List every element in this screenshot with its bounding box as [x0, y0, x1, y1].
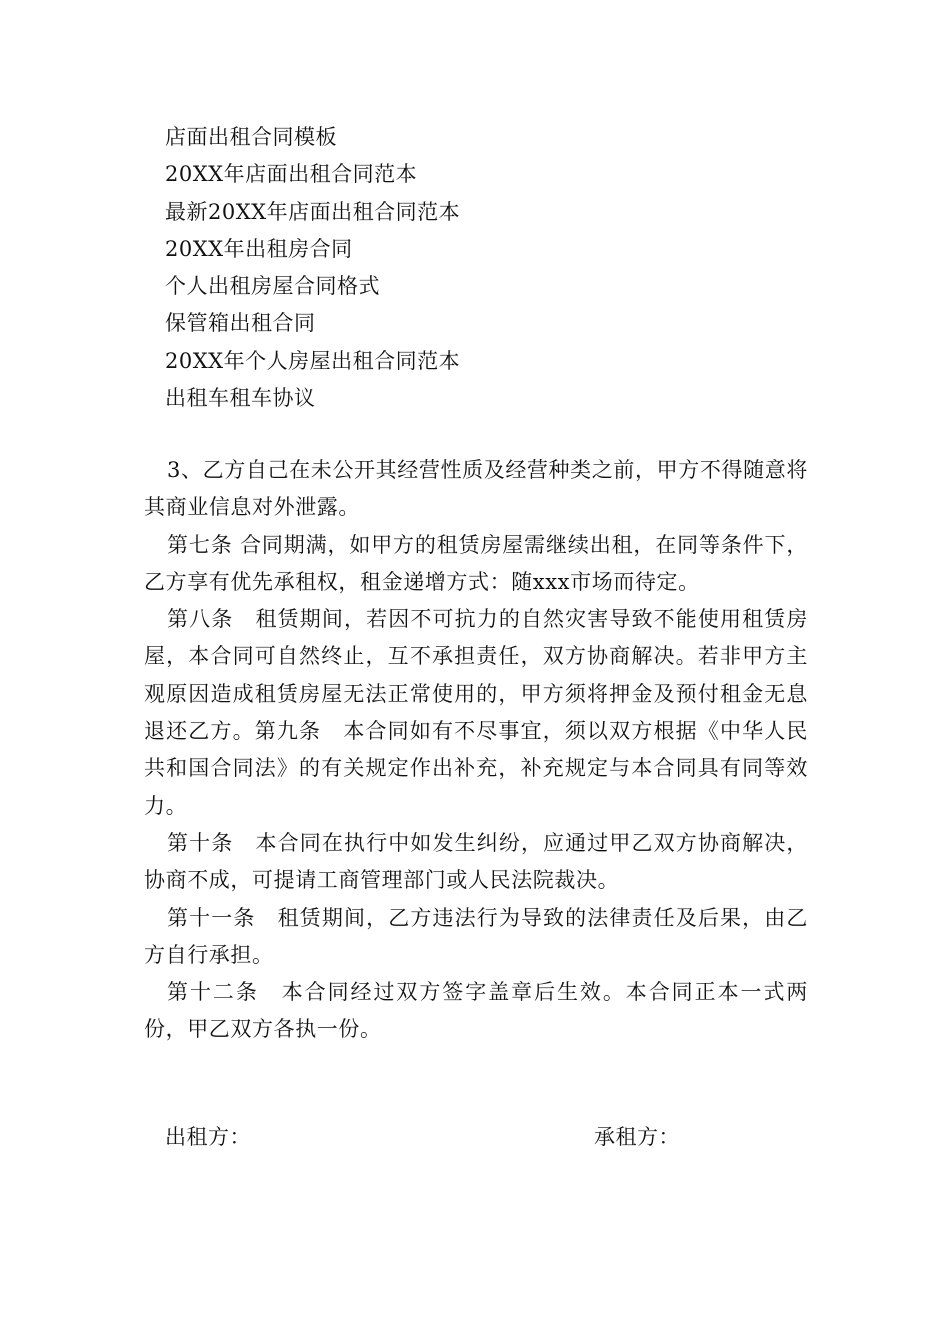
related-link[interactable]: 出租车租车协议	[165, 386, 316, 411]
related-links-list	[165, 119, 805, 417]
related-link[interactable]: 个人出租房屋合同格式	[165, 274, 380, 299]
lessee-signature-label: 承租方：	[594, 1125, 680, 1149]
related-link[interactable]: 20XX年店面出租合同范本	[165, 162, 418, 187]
clause-paragraph: 第十条 本合同在执行中如发生纠纷，应通过甲乙双方协商解决，协商不成，可提请工商管理部门或人民法院裁决。	[144, 830, 808, 893]
clause-paragraph: 第十二条 本合同经过双方签字盖章后生效。本合同正本一式两份，甲乙双方各执一份。	[144, 980, 808, 1042]
clause-paragraph: 第八条 租赁期间，若因不可抗力的自然灾害导致不能使用租赁房屋，本合同可自然终止，互不承担责任，双方协商解决。若非甲方主观原因造成租赁房屋无法正常使用的，甲方须将押金及预付租金无息退还乙方。第九条 本合同如有不尽事宜，须以双方根据《中华人民共和国合同法》的有关规定作出补充，补充规定与本合同具有同等效力。	[144, 607, 808, 818]
clause-paragraph: 3、乙方自己在未公开其经营性质及经营种类之前，甲方不得随意将其商业信息对外泄露。	[144, 458, 808, 520]
related-link[interactable]: 保管箱出租合同	[165, 311, 316, 336]
related-link[interactable]: 最新20XX年店面出租合同范本	[165, 199, 461, 224]
clause-paragraph: 第七条 合同期满，如甲方的租赁房屋需继续出租，在同等条件下，乙方享有优先承租权，租金递增方式：随xxx市场而待定。	[144, 532, 808, 594]
related-link[interactable]: 店面出租合同模板	[165, 125, 337, 149]
contract-body	[144, 452, 808, 1049]
related-link[interactable]: 20XX年个人房屋出租合同范本	[165, 348, 461, 373]
related-link[interactable]: 20XX年出租房合同	[165, 236, 353, 261]
clause-paragraph: 第十一条 租赁期间，乙方违法行为导致的法律责任及后果，由乙方自行承担。	[144, 905, 808, 967]
lessor-signature-label: 出租方：	[165, 1125, 251, 1149]
